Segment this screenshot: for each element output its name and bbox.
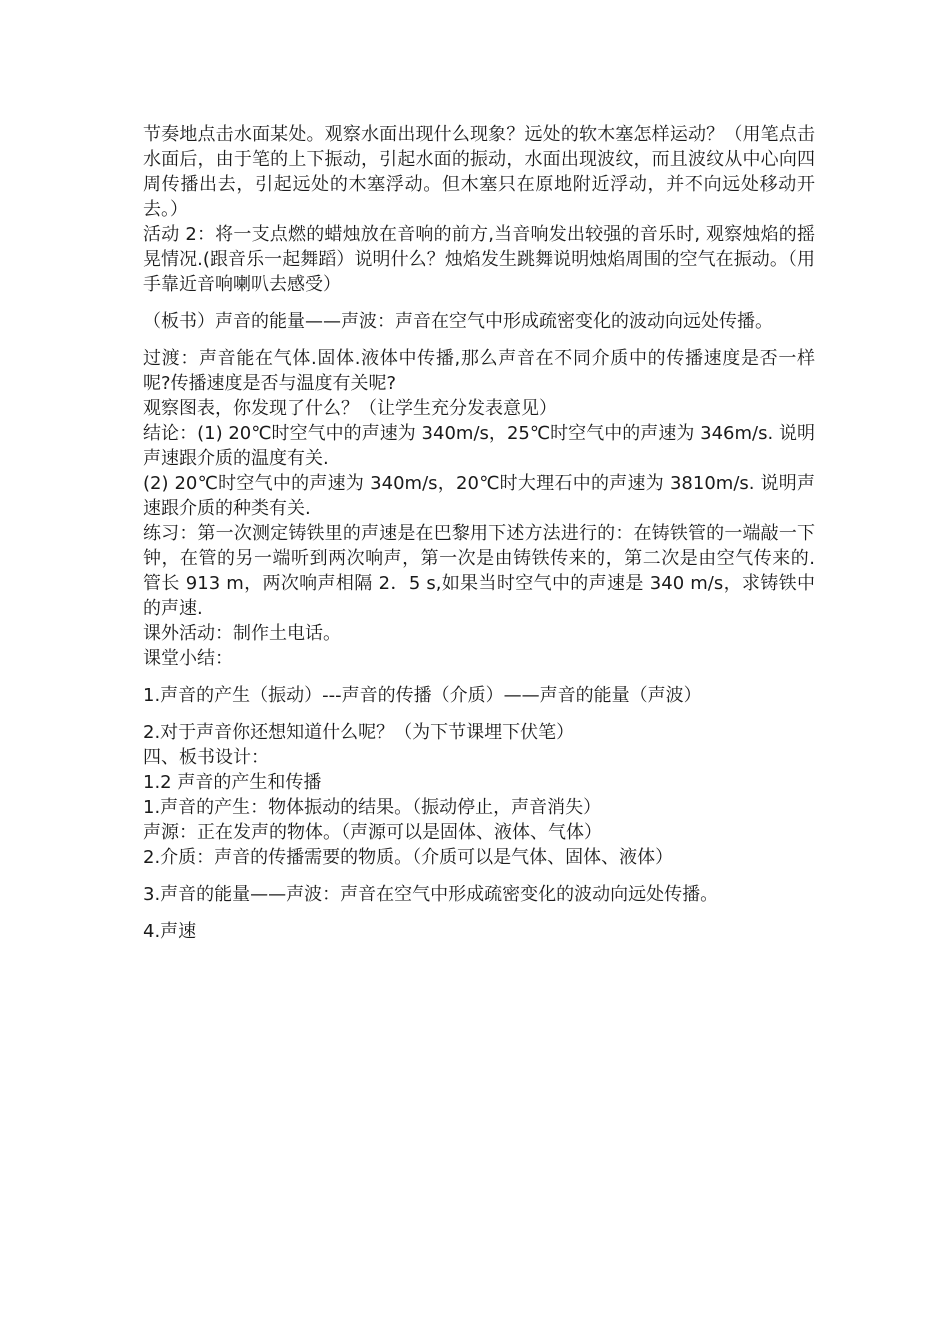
paragraph-board-item-1: 1.声音的产生：物体振动的结果。（振动停止，声音消失） bbox=[143, 797, 602, 818]
paragraph-board-title: 1.2 声音的产生和传播 bbox=[143, 772, 322, 793]
paragraph-conclusion-1: 结论：(1) 20℃时空气中的声速为 340m/s，25℃时空气中的声速为 346m/s. 说明声速跟介质的温度有关. bbox=[143, 423, 815, 469]
paragraph-board-sound-source: 声源：正在发声的物体。（声源可以是固体、液体、气体） bbox=[143, 822, 602, 843]
paragraph-conclusion-2: (2) 20℃时空气中的声速为 340m/s，20℃时大理石中的声速为 3810m/s. 说明声速跟介质的种类有关. bbox=[143, 473, 815, 519]
paragraph-summary-heading: 课堂小结： bbox=[143, 648, 233, 669]
paragraph-board-item-4: 4.声速 bbox=[143, 921, 197, 942]
paragraph-board-design-heading: 四、板书设计： bbox=[143, 747, 269, 768]
document-page bbox=[143, 122, 815, 944]
paragraph-observe-chart: 观察图表，你发现了什么？（让学生充分发表意见） bbox=[143, 398, 557, 419]
paragraph-board-note-energy: （板书）声音的能量——声波：声音在空气中形成疏密变化的波动向远处传播。 bbox=[143, 311, 773, 332]
paragraph-activity-2: 活动 2：将一支点燃的蜡烛放在音响的前方,当音响发出较强的音乐时, 观察烛焰的摇晃情况.(跟音乐一起舞蹈）说明什么？烛焰发生跳舞说明烛焰周围的空气在振动。（用手靠近音响喇叭去感受） bbox=[143, 224, 815, 295]
paragraph-exercise: 练习：第一次测定铸铁里的声速是在巴黎用下述方法进行的：在铸铁管的一端敲一下钟，在管的另一端听到两次响声，第一次是由铸铁传来的，第二次是由空气传来的. 管长 913 m，两次响声相隔 2．5 s,如果当时空气中的声速是 340 m/s，求铸铁中的声速. bbox=[143, 523, 815, 619]
paragraph-summary-1: 1.声音的产生（振动）---声音的传播（介质）——声音的能量（声波） bbox=[143, 685, 702, 706]
paragraph-board-item-2: 2.介质：声音的传播需要的物质。（介质可以是气体、固体、液体） bbox=[143, 847, 674, 868]
paragraph-water-ripple: 节奏地点击水面某处。观察水面出现什么现象？远处的软木塞怎样运动？（用笔点击水面后，由于笔的上下振动，引起水面的振动，水面出现波纹，而且波纹从中心向四周传播出去，引起远处的木塞浮动。但木塞只在原地附近浮动，并不向远处移动开去。） bbox=[143, 124, 815, 220]
paragraph-extracurricular: 课外活动：制作土电话。 bbox=[143, 623, 341, 644]
paragraph-summary-2: 2.对于声音你还想知道什么呢？（为下节课埋下伏笔） bbox=[143, 722, 575, 743]
paragraph-transition: 过渡：声音能在气体.固体.液体中传播,那么声音在不同介质中的传播速度是否一样呢?传播速度是否与温度有关呢? bbox=[143, 348, 815, 394]
paragraph-board-item-3: 3.声音的能量——声波：声音在空气中形成疏密变化的波动向远处传播。 bbox=[143, 884, 719, 905]
